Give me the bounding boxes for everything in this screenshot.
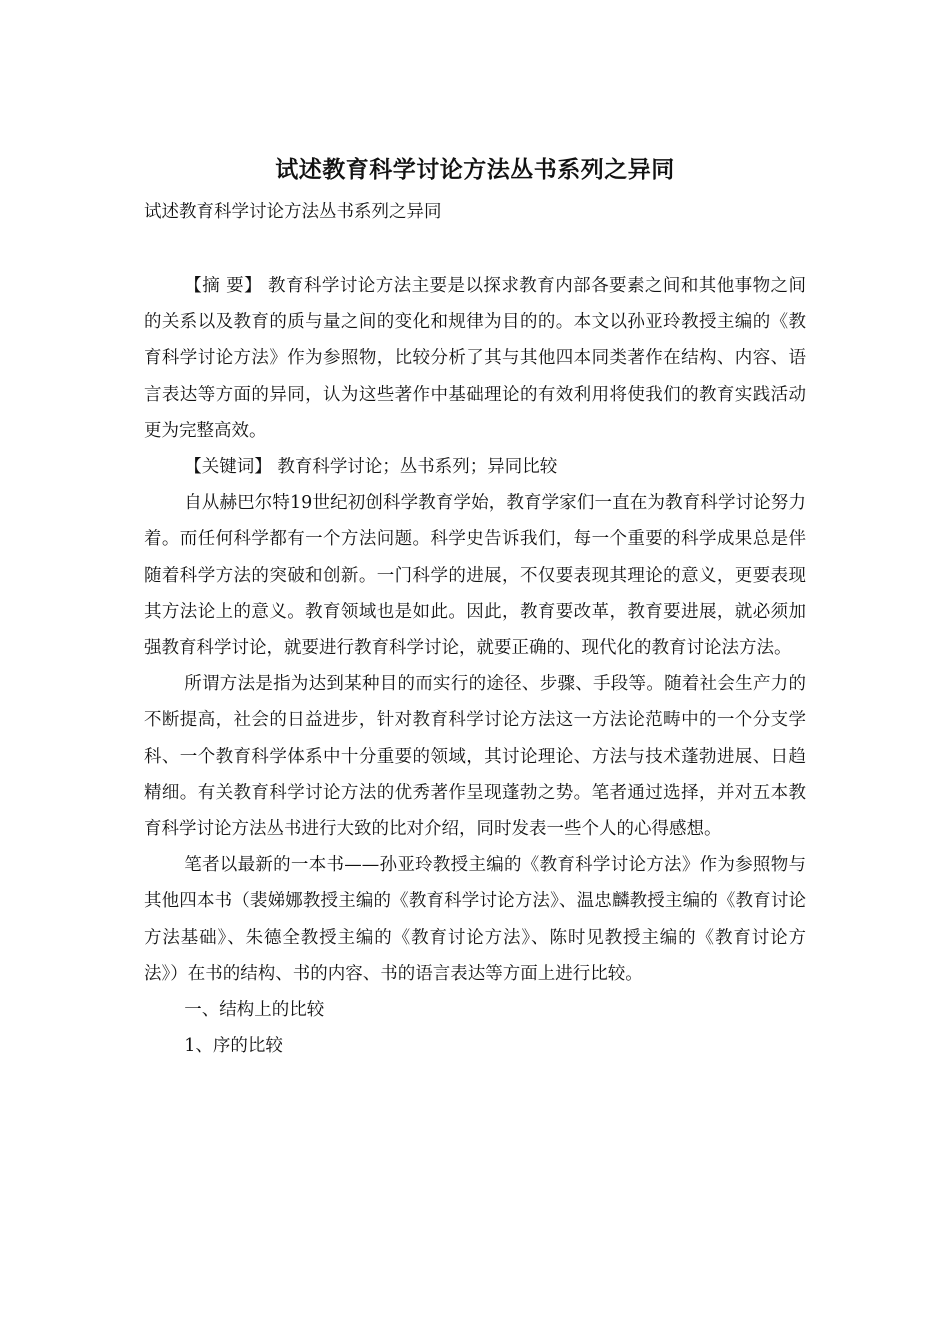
- keywords-paragraph: [144, 449, 806, 485]
- body-paragraph: 自从赫巴尔特19世纪初创科学教育学始，教育学家们一直在为教育科学讨论努力着。而任何科学都有一个方法问题。科学史告诉我们，每一个重要的科学成果总是伴随着科学方法的突破和创新。一门科学的进展，不仅要表现其理论的意义，更要表现其方法论上的意义。教育领域也是如此。因此，教育要改革，教育要进展，就必须加强教育科学讨论，就要进行教育科学讨论，就要正确的、现代化的教育讨论法方法。: [144, 493, 806, 659]
- document-subtitle: 试述教育科学讨论方法丛书系列之异同: [144, 202, 442, 222]
- subsection-heading: 1、序的比较: [184, 1036, 283, 1057]
- abstract-text: 教育科学讨论方法主要是以探求教育内部各要素之间和其他事物之间的关系以及教育的质与量之间的变化和规律为目的的。本文以孙亚玲教授主编的《教育科学讨论方法》作为参照物，比较分析了其与其他四本同类著作在结构、内容、语言表达等方面的异同，认为这些著作中基础理论的有效利用将使我们的教育实践活动更为完整高效。: [144, 276, 807, 441]
- abstract-label: 【摘 要】: [184, 276, 263, 296]
- keywords-text: 教育科学讨论；丛书系列；异同比较: [271, 457, 558, 478]
- document-body: [144, 268, 806, 1064]
- body-paragraph: 所谓方法是指为达到某种目的而实行的途径、步骤、手段等。随着社会生产力的不断提高，社会的日益进步，针对教育科学讨论方法这一方法论范畴中的一个分支学科、一个教育科学体系中十分重要的领域，其讨论理论、方法与技术蓬勃进展、日趋精细。有关教育科学讨论方法的优秀著作呈现蓬勃之势。笔者通过选择，并对五本教育科学讨论方法丛书进行大致的比对介绍，同时发表一些个人的心得感想。: [144, 674, 806, 840]
- keywords-label: 【关键词】: [184, 457, 272, 478]
- section-heading: 一、结构上的比较: [184, 1000, 325, 1021]
- document-title: 试述教育科学讨论方法丛书系列之异同: [275, 156, 675, 183]
- abstract-paragraph: [144, 268, 806, 449]
- body-paragraph: 笔者以最新的一本书——孙亚玲教授主编的《教育科学讨论方法》作为参照物与其他四本书（裴娣娜教授主编的《教育科学讨论方法》、温忠麟教授主编的《教育讨论方法基础》、朱德全教授主编的《教育讨论方法》、陈时见教授主编的《教育讨论方法》）在书的结构、书的内容、书的语言表达等方面上进行比较。: [144, 855, 806, 984]
